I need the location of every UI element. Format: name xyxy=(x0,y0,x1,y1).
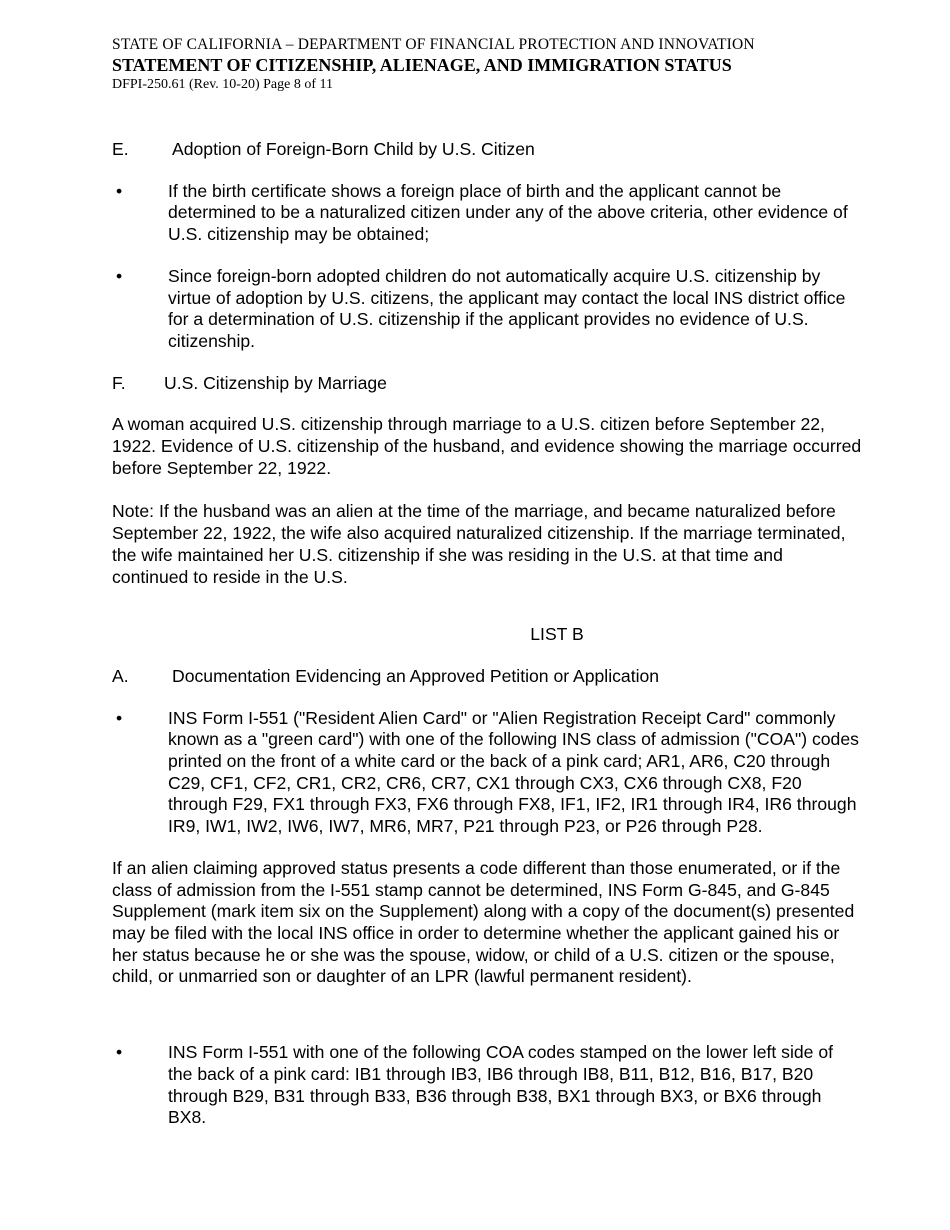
agency-name: STATE OF CALIFORNIA – DEPARTMENT OF FINANCIAL PROTECTION AND INNOVATION xyxy=(112,36,755,53)
form-id-page-number: DFPI-250.61 (Rev. 10-20) Page 8 of 11 xyxy=(112,77,333,92)
paragraph: A woman acquired U.S. citizenship through marriage to a U.S. citizen before September 22, 1922. Evidence of U.S. citizenship of the husband, and evidence showing the marriage occurred before September 22, 1922. xyxy=(112,414,862,478)
list-item-text: INS Form I-551 with one of the following COA codes stamped on the lower left side of the back of a pink card: IB1 through IB3, IB6 through IB8, B11, B12, B16, B17, B20 through B29, B31 through B33, B36 through B38, BX1 through BX3, or BX6 through BX8. xyxy=(168,1042,833,1128)
section-title: U.S. Citizenship by Marriage xyxy=(164,372,387,393)
list-item xyxy=(112,266,862,353)
section-f-heading xyxy=(112,373,862,395)
list-item-text: Since foreign-born adopted children do not automatically acquire U.S. citizenship by virtue of adoption by U.S. citizens, the applicant may contact the local INS district office for a determination of U.S. citizenship if the applicant provides no evidence of U.S. citizenship. xyxy=(168,265,846,351)
list-b-section-a-heading xyxy=(112,666,862,688)
list-item xyxy=(112,708,862,838)
page-header xyxy=(112,36,755,94)
list-item xyxy=(112,181,862,246)
bullet-icon: • xyxy=(116,707,123,728)
document-body xyxy=(112,139,862,1149)
section-letter: F. xyxy=(112,372,126,393)
paragraph: If an alien claiming approved status presents a code different than those enumerated, or if the class of admission from the I-551 stamp cannot be determined, INS Form G-845, and G-845 Supplement (mark item six on the Supplement) along with a copy of the document(s) presented may be filed with the local INS office in order to determine whether the applicant gained his or her status because he or she was the spouse, widow, or child of a U.S. citizen or the spouse, child, or unmarried son or daughter of an LPR (lawful permanent resident). xyxy=(112,857,855,987)
list-item-text: INS Form I-551 ("Resident Alien Card" or "Alien Registration Receipt Card" commonly known as a "green card") with one of the following INS class of admission ("COA") codes printed on the front of a white card or the back of a pink card; AR1, AR6, C20 through C29, CF1, CF2, CR1, CR2, CR6, CR7, CX1 through CX3, CX6 through CX8, F20 through F29, FX1 through FX3, FX6 through FX8, IF1, IF2, IR1 through IR4, IR6 through IR9, IW1, IW2, IW6, IW7, MR6, MR7, P21 through P23, or P26 through P28. xyxy=(168,707,859,837)
bullet-icon: • xyxy=(116,1042,123,1063)
list-item xyxy=(112,1042,862,1129)
section-letter: E. xyxy=(112,139,129,159)
note-paragraph: Note: If the husband was an alien at the time of the marriage, and became naturalized before September 22, 1922, the wife also acquired naturalized citizenship. If the marriage terminated, the wife maintained her U.S. citizenship if she was residing in the U.S. at that time and continued to reside in the U.S. xyxy=(112,501,846,587)
section-title: Adoption of Foreign-Born Child by U.S. Citizen xyxy=(172,139,535,159)
bullet-icon: • xyxy=(116,180,123,201)
section-title: Documentation Evidencing an Approved Petition or Application xyxy=(172,665,660,686)
list-b-title: LIST B xyxy=(530,624,584,645)
section-e-heading xyxy=(112,139,862,161)
list-item-text: If the birth certificate shows a foreign place of birth and the applicant cannot be determined to be a naturalized citizen under any of the above criteria, other evidence of U.S. citizenship may be obtained; xyxy=(168,180,848,245)
bullet-icon: • xyxy=(116,265,123,286)
section-letter: A. xyxy=(112,665,129,686)
form-title: STATEMENT OF CITIZENSHIP, ALIENAGE, AND IMMIGRATION STATUS xyxy=(112,55,732,75)
